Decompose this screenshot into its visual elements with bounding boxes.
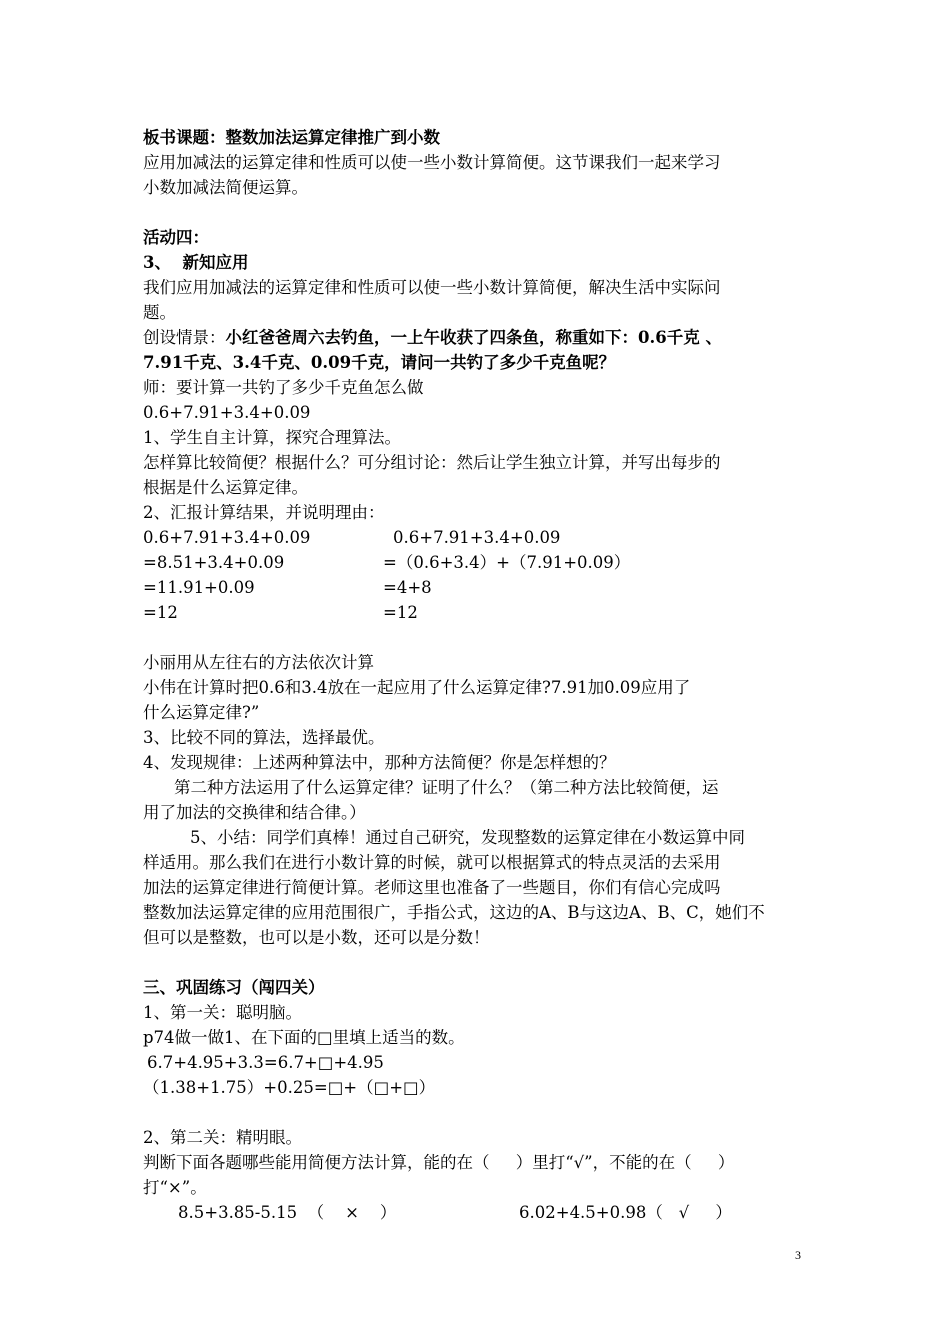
calc-left-line: =8.51+3.4+0.09	[143, 553, 285, 572]
step-2: 2、汇报计算结果，并说明理由：	[143, 503, 385, 522]
intro-line-2: 小数加减法简便运算。	[143, 178, 308, 197]
paragraph-line: 小伟在计算时把0.6和3.4放在一起应用了什么运算定律?7.91加0.09应用了	[143, 678, 691, 697]
scenario-label: 创设情景：	[143, 328, 226, 347]
paragraph-line: 第二种方法运用了什么运算定律？证明了什么？（第二种方法比较简便，运	[174, 778, 719, 797]
lesson-title: 板书课题：整数加法运算定律推广到小数	[143, 128, 440, 147]
calc-right-line: 0.6+7.91+3.4+0.09	[393, 528, 561, 547]
summary-line: 5、小结：同学们真棒！通过自己研究，发现整数的运算定律在小数运算中同	[190, 828, 745, 847]
calc-right-line: =（0.6+3.4）+（7.91+0.09）	[383, 553, 631, 572]
exercise-instruction: p74做一做1、在下面的□里填上适当的数。	[143, 1028, 465, 1047]
calc-right-line: =12	[383, 603, 418, 622]
judge-instruction: 判断下面各题哪些能用简便方法计算，能的在（ ）里打“√”，不能的在（ ）	[143, 1153, 735, 1172]
scenario-problem: 小红爸爸周六去钓鱼，一上午收获了四条鱼，称重如下：0.6千克 、	[225, 328, 722, 347]
step-4: 4、发现规律：上述两种算法中，那种方法简便？你是怎样想的？	[143, 753, 616, 772]
step-3: 3、比较不同的算法，选择最优。	[143, 728, 385, 747]
scenario-problem-line-2: 7.91千克、3.4千克、0.09千克，请问一共钓了多少千克鱼呢？	[143, 353, 616, 372]
level-2: 2、第二关：精明眼。	[143, 1128, 302, 1147]
paragraph-line: 题。	[143, 303, 176, 322]
level-1: 1、第一关：聪明脑。	[143, 1003, 302, 1022]
judge-item: 8.5+3.85-5.15 （ × ）	[178, 1203, 397, 1222]
paragraph-line: 怎样算比较简便？根据什么？可分组讨论：然后让学生独立计算，并写出每步的	[143, 453, 721, 472]
calc-left-line: =12	[143, 603, 178, 622]
paragraph-line: 用了加法的交换律和结合律。）	[143, 803, 366, 822]
paragraph-line: 小丽用从左往右的方法依次计算	[143, 653, 374, 672]
exercise-item: 6.7+4.95+3.3=6.7+□+4.95	[147, 1053, 384, 1072]
judge-item: 6.02+4.5+0.98（ √ ）	[519, 1203, 732, 1222]
practice-heading: 三、巩固练习（闯四关）	[143, 978, 325, 997]
judge-instruction: 打“×”。	[143, 1178, 207, 1197]
activity-four-heading: 活动四：	[143, 228, 209, 247]
paragraph-line: 什么运算定律?”	[143, 703, 260, 722]
exercise-item: （1.38+1.75）+0.25=□+（□+□）	[143, 1078, 436, 1097]
teacher-question: 师：要计算一共钓了多少千克鱼怎么做	[143, 378, 424, 397]
paragraph-line: 样适用。那么我们在进行小数计算的时候，就可以根据算式的特点灵活的去采用	[143, 853, 721, 872]
paragraph-line: 我们应用加减法的运算定律和性质可以使一些小数计算简便，解决生活中实际问	[143, 278, 721, 297]
paragraph-line: 加法的运算定律进行简便计算。老师这里也准备了一些题目，你们有信心完成吗	[143, 878, 721, 897]
paragraph-line: 整数加法运算定律的应用范围很广，手指公式，这边的A、B与这边A、B、C，她们不	[143, 903, 765, 922]
scenario-line	[143, 326, 722, 350]
calc-left-line: 0.6+7.91+3.4+0.09	[143, 528, 311, 547]
paragraph-line: 但可以是整数，也可以是小数，还可以是分数！	[143, 928, 490, 947]
intro-line-1: 应用加减法的运算定律和性质可以使一些小数计算简便。这节课我们一起来学习	[143, 153, 721, 172]
calc-right-line: =4+8	[383, 578, 432, 597]
paragraph-line: 根据是什么运算定律。	[143, 478, 308, 497]
page-number: 3	[795, 1248, 801, 1262]
calc-left-line: =11.91+0.09	[143, 578, 255, 597]
step-1: 1、学生自主计算，探究合理算法。	[143, 428, 401, 447]
new-knowledge-heading: 3、 新知应用	[143, 253, 249, 272]
expression: 0.6+7.91+3.4+0.09	[143, 403, 311, 422]
